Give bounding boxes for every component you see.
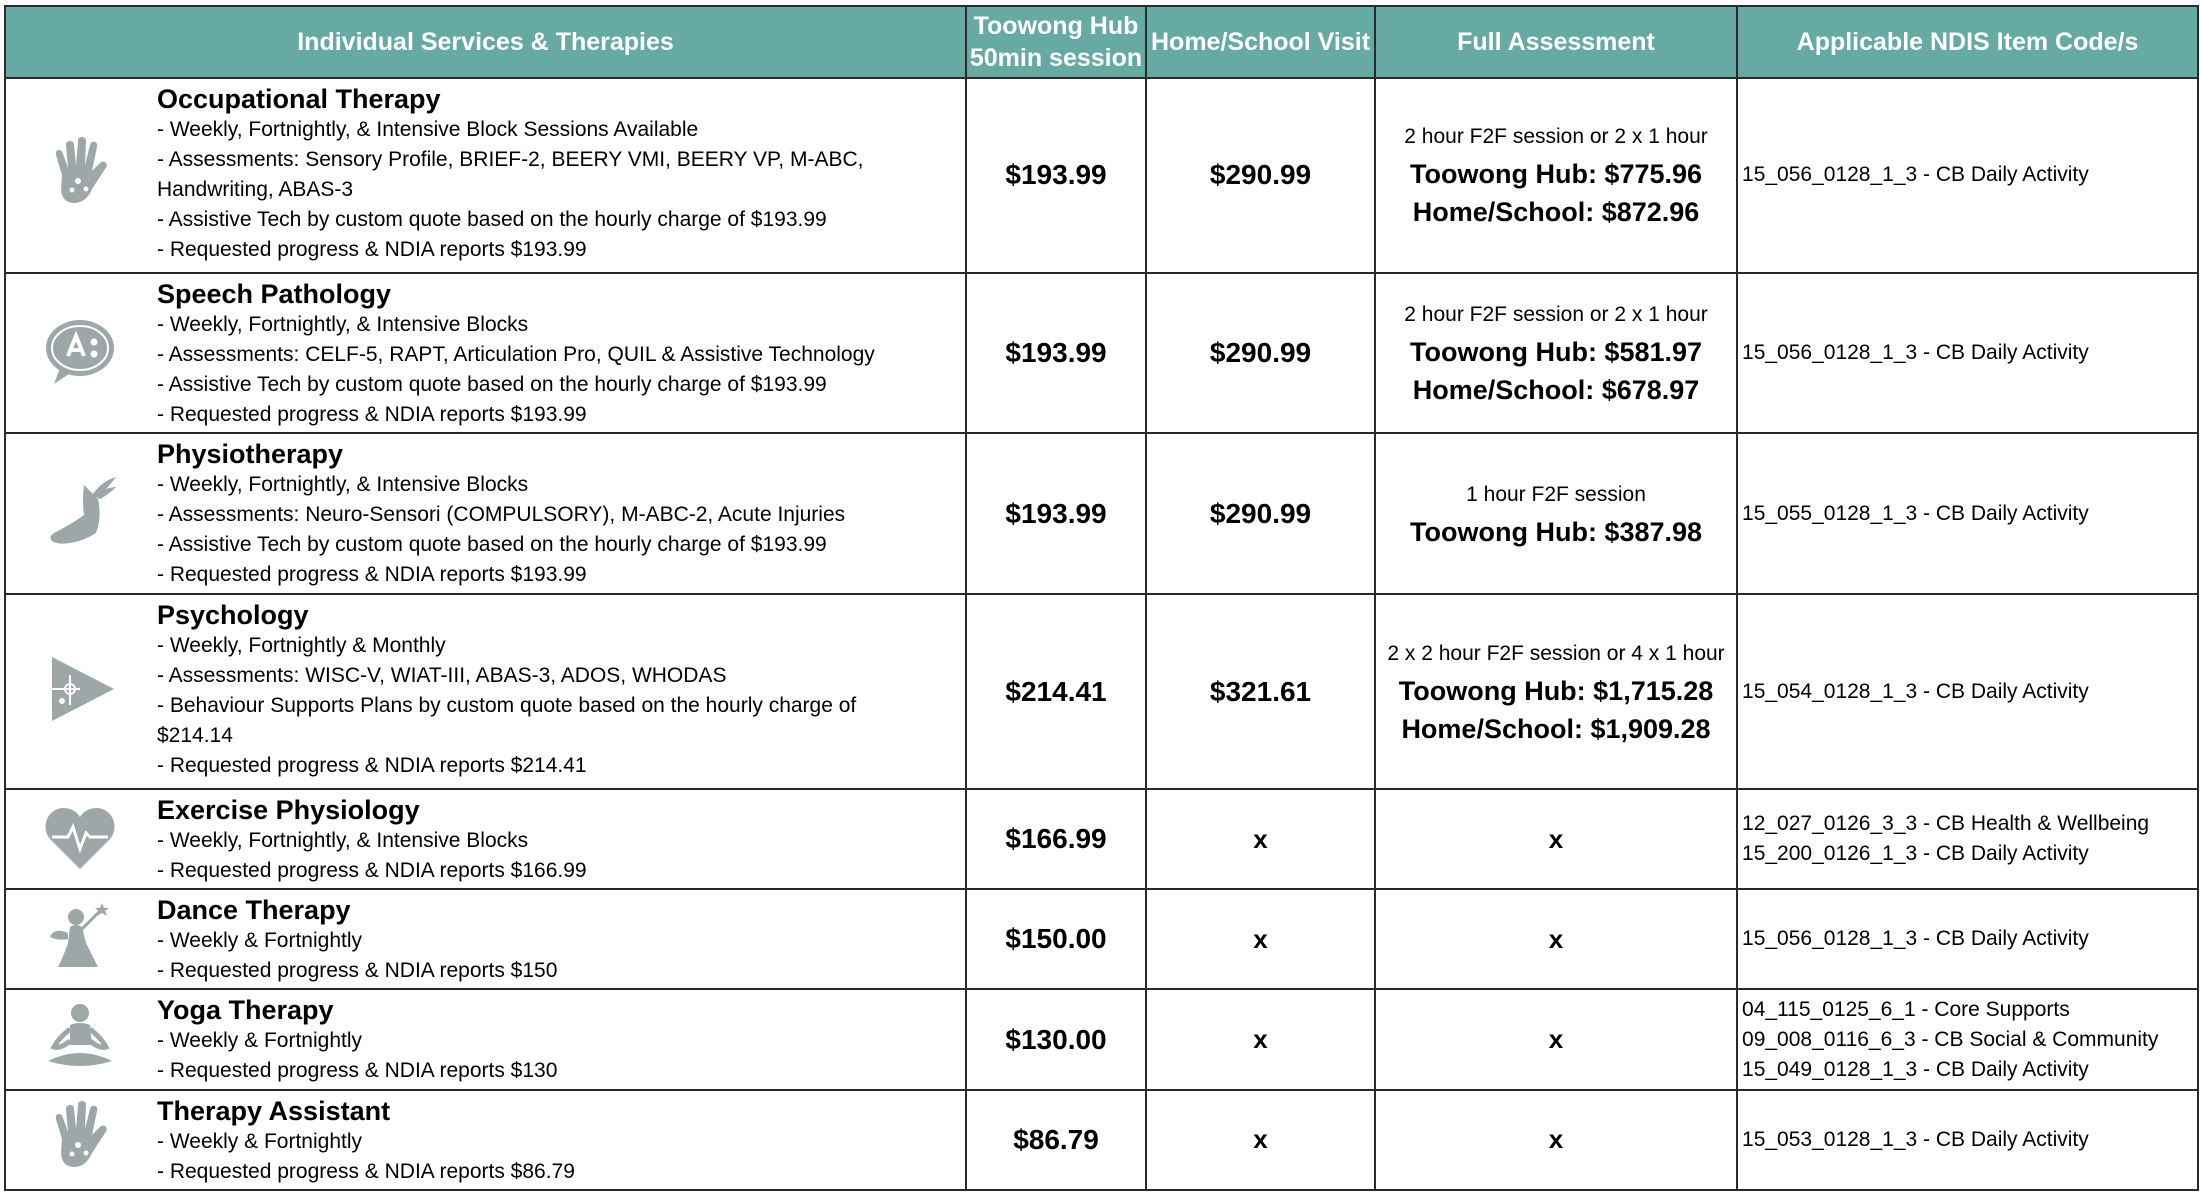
table-row — [5, 433, 2198, 594]
table-row — [5, 273, 2198, 433]
service-detail-line: - Assessments: CELF-5, RAPT, Articulation Pro, QUIL & Assistive Technology — [157, 342, 875, 366]
service-detail-line: Handwriting, ABAS-3 — [157, 178, 354, 201]
table-row — [5, 594, 2198, 789]
assessment-note: 2 hour F2F session or 2 x 1 hour — [1404, 302, 1708, 326]
service-description — [153, 789, 966, 889]
service-detail-line: $214.14 — [157, 724, 233, 748]
header-home-school: Home/School Visit — [1146, 6, 1375, 78]
fairy-dancer-icon — [40, 964, 120, 981]
header-full-assessment: Full Assessment — [1375, 6, 1737, 78]
ndis-item-codes — [1737, 273, 2198, 433]
header-toowong-hub — [966, 6, 1146, 78]
meditation-icon — [40, 1064, 120, 1081]
table-row — [5, 989, 2198, 1089]
winged-foot-icon — [40, 538, 120, 555]
service-icon-cell — [5, 989, 153, 1089]
toowong-hub-price: $86.79 — [966, 1090, 1146, 1190]
ndis-code: 09_008_0116_6_3 - CB Social & Community — [1742, 1027, 2159, 1051]
assessment-price: Toowong Hub: $387.98 — [1410, 516, 1703, 547]
service-name: Psychology — [157, 600, 309, 631]
service-detail-line: - Assistive Tech by custom quote based on the hourly charge of $193.99 — [157, 372, 827, 396]
service-detail-line: - Requested progress & NDIA reports $193.99 — [157, 238, 587, 261]
service-description — [153, 1090, 966, 1190]
service-detail-line: - Weekly, Fortnightly, & Intensive Blocks — [157, 828, 529, 852]
service-name: Dance Therapy — [157, 895, 351, 926]
ndis-item-codes — [1737, 594, 2198, 789]
ndis-item-codes — [1737, 889, 2198, 989]
toowong-hub-price: $193.99 — [966, 273, 1146, 433]
hand-icon — [40, 200, 120, 217]
full-assessment — [1375, 433, 1737, 594]
full-assessment — [1375, 273, 1737, 433]
ndis-code: 15_049_0128_1_3 - CB Daily Activity — [1742, 1057, 2089, 1081]
service-description — [153, 273, 966, 433]
assessment-price: Toowong Hub: $581.97 — [1410, 336, 1703, 367]
assessment-price: Toowong Hub: $775.96 — [1410, 159, 1703, 190]
services-price-table — [4, 5, 2199, 1191]
speech-bubble-icon — [40, 377, 120, 394]
service-detail-line: - Requested progress & NDIA reports $214.41 — [157, 754, 587, 778]
header-hub-line2: 50min session — [969, 44, 1143, 72]
assessment-note: 2 hour F2F session or 2 x 1 hour — [1404, 125, 1708, 149]
table-body — [5, 78, 2198, 1190]
puzzle-triangle-icon — [40, 716, 120, 733]
service-name: Yoga Therapy — [157, 995, 334, 1026]
full-assessment: x — [1375, 1090, 1737, 1190]
toowong-hub-price: $214.41 — [966, 594, 1146, 789]
home-school-price: x — [1146, 1090, 1375, 1190]
service-icon-cell — [5, 594, 153, 789]
service-icon-cell — [5, 273, 153, 433]
service-icon-cell — [5, 78, 153, 273]
full-assessment: x — [1375, 989, 1737, 1089]
toowong-hub-price: $130.00 — [966, 989, 1146, 1089]
service-detail-line: - Requested progress & NDIA reports $86.79 — [157, 1159, 575, 1183]
ndis-code: 15_056_0128_1_3 - CB Daily Activity — [1742, 340, 2089, 364]
service-detail-line: - Weekly, Fortnightly & Monthly — [157, 634, 446, 658]
toowong-hub-price: $193.99 — [966, 78, 1146, 273]
home-school-price: $321.61 — [1146, 594, 1375, 789]
home-school-price: $290.99 — [1146, 78, 1375, 273]
service-name: Physiotherapy — [157, 438, 344, 469]
home-school-price: $290.99 — [1146, 273, 1375, 433]
ndis-code: 12_027_0126_3_3 - CB Health & Wellbeing — [1742, 812, 2150, 835]
ndis-code: 04_115_0125_6_1 - Core Supports — [1742, 997, 2070, 1021]
service-detail-line: - Assistive Tech by custom quote based on the hourly charge of $193.99 — [157, 208, 827, 231]
service-detail-line: - Requested progress & NDIA reports $130 — [157, 1059, 558, 1083]
table-row — [5, 789, 2198, 889]
service-detail-line: - Weekly & Fortnightly — [157, 1129, 363, 1153]
assessment-note: 2 x 2 hour F2F session or 4 x 1 hour — [1387, 641, 1725, 665]
full-assessment — [1375, 78, 1737, 273]
service-detail-line: - Assessments: Neuro-Sensori (COMPULSORY), M-ABC-2, Acute Injuries — [157, 502, 846, 526]
assessment-price: Home/School: $872.96 — [1412, 197, 1700, 228]
ndis-item-codes — [1737, 1090, 2198, 1190]
header-ndis-codes: Applicable NDIS Item Code/s — [1737, 6, 2198, 78]
service-detail-line: - Assessments: WISC-V, WIAT-III, ABAS-3, ADOS, WHODAS — [157, 664, 727, 688]
table-row — [5, 78, 2198, 273]
full-assessment — [1375, 594, 1737, 789]
assessment-price: Toowong Hub: $1,715.28 — [1398, 675, 1714, 706]
service-detail-line: - Weekly & Fortnightly — [157, 929, 363, 953]
service-detail-line: - Weekly, Fortnightly, & Intensive Blocks — [157, 472, 529, 496]
service-name: Therapy Assistant — [157, 1095, 391, 1126]
service-detail-line: - Requested progress & NDIA reports $193.99 — [157, 402, 587, 426]
service-icon-cell — [5, 889, 153, 989]
ndis-item-codes — [1737, 989, 2198, 1089]
service-detail-line: - Requested progress & NDIA reports $150 — [157, 959, 558, 983]
toowong-hub-price: $150.00 — [966, 889, 1146, 989]
service-description — [153, 594, 966, 789]
header-services: Individual Services & Therapies — [5, 6, 966, 78]
service-name: Occupational Therapy — [157, 84, 441, 114]
assessment-price: Home/School: $678.97 — [1412, 374, 1700, 405]
hand-icon — [40, 1164, 120, 1181]
full-assessment: x — [1375, 789, 1737, 889]
ndis-code: 15_055_0128_1_3 - CB Daily Activity — [1742, 501, 2089, 525]
toowong-hub-price: $166.99 — [966, 789, 1146, 889]
service-icon-cell — [5, 789, 153, 889]
service-detail-line: - Requested progress & NDIA reports $193.99 — [157, 562, 587, 586]
table-row — [5, 889, 2198, 989]
ndis-item-codes — [1737, 789, 2198, 889]
service-detail-line: - Behaviour Supports Plans by custom quote based on the hourly charge of — [157, 694, 857, 718]
home-school-price: x — [1146, 789, 1375, 889]
header-row — [5, 6, 2198, 78]
full-assessment: x — [1375, 889, 1737, 989]
service-description — [153, 78, 966, 273]
home-school-price: x — [1146, 989, 1375, 1089]
service-detail-line: - Weekly, Fortnightly, & Intensive Block Sessions Available — [157, 118, 699, 141]
service-name: Speech Pathology — [157, 278, 392, 309]
service-icon-cell — [5, 1090, 153, 1190]
service-detail-line: - Assistive Tech by custom quote based on the hourly charge of $193.99 — [157, 532, 827, 556]
table-row — [5, 1090, 2198, 1190]
service-detail-line: - Requested progress & NDIA reports $166.99 — [157, 858, 587, 882]
service-detail-line: - Weekly, Fortnightly, & Intensive Blocks — [157, 312, 529, 336]
header-hub-line1: Toowong Hub — [973, 11, 1139, 40]
assessment-price: Home/School: $1,909.28 — [1401, 713, 1711, 744]
ndis-code: 15_200_0126_1_3 - CB Daily Activity — [1742, 842, 2089, 865]
home-school-price: $290.99 — [1146, 433, 1375, 594]
service-name: Exercise Physiology — [157, 794, 420, 825]
service-description — [153, 989, 966, 1089]
ndis-code: 15_054_0128_1_3 - CB Daily Activity — [1742, 679, 2089, 703]
ndis-item-codes — [1737, 78, 2198, 273]
heart-pulse-icon — [40, 864, 120, 881]
service-detail-line: - Weekly & Fortnightly — [157, 1029, 363, 1053]
ndis-item-codes — [1737, 433, 2198, 594]
home-school-price: x — [1146, 889, 1375, 989]
assessment-note: 1 hour F2F session — [1466, 482, 1646, 506]
service-detail-line: - Assessments: Sensory Profile, BRIEF-2, BEERY VMI, BEERY VP, M-ABC, — [157, 148, 864, 171]
service-description — [153, 433, 966, 594]
toowong-hub-price: $193.99 — [966, 433, 1146, 594]
ndis-code: 15_056_0128_1_3 - CB Daily Activity — [1742, 163, 2089, 187]
ndis-code: 15_056_0128_1_3 - CB Daily Activity — [1742, 927, 2089, 951]
service-icon-cell — [5, 433, 153, 594]
ndis-code: 15_053_0128_1_3 - CB Daily Activity — [1742, 1127, 2089, 1151]
service-description — [153, 889, 966, 989]
